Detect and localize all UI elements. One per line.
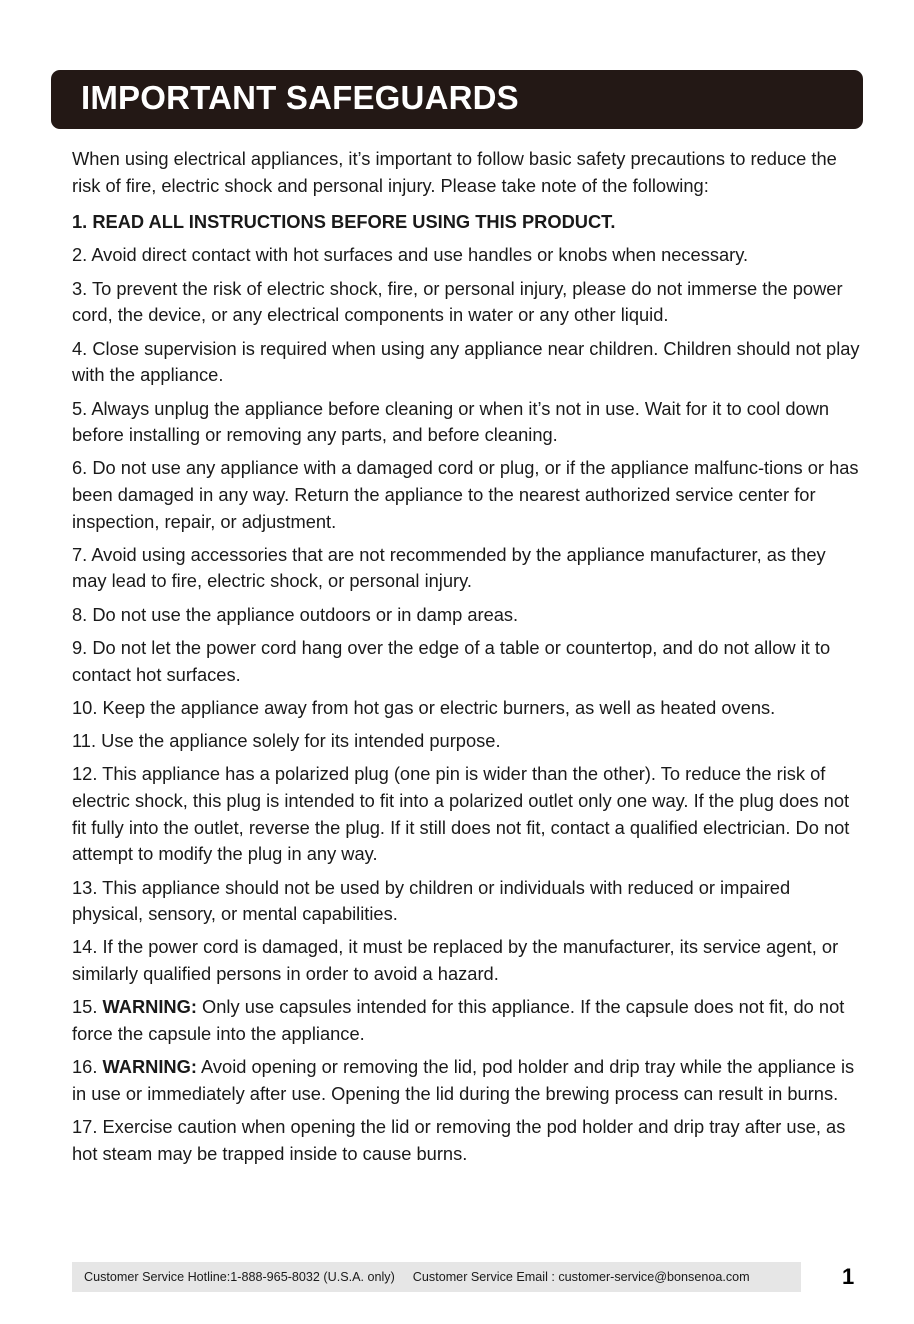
page-title: IMPORTANT SAFEGUARDS — [81, 79, 519, 116]
customer-service-hotline: Customer Service Hotline:1-888-965-8032 (U.S.A. only) — [84, 1270, 395, 1284]
item-number: 16. — [72, 1056, 103, 1078]
item-text: Avoid opening or removing the lid, pod holder and drip tray while the appliance is in use or immediately after use. Opening the lid during the brewing process can result in burns. — [72, 1056, 855, 1104]
customer-service-email: Customer Service Email : customer-service@bonsenoa.com — [412, 1270, 750, 1284]
list-item: 3. To prevent the risk of electric shock, fire, or personal injury, please do not immerse the power cord, the device, or any electrical components in water or any other liquid. — [72, 277, 843, 326]
safeguards-content — [72, 146, 862, 1174]
list-item: 1. READ ALL INSTRUCTIONS BEFORE USING THIS PRODUCT. — [72, 211, 616, 233]
list-item: 11. Use the appliance solely for its intended purpose. — [72, 730, 501, 752]
list-item: 10. Keep the appliance away from hot gas or electric burners, as well as heated ovens. — [72, 696, 776, 718]
list-item: 13. This appliance should not be used by children or individuals with reduced or impaired physical, sensory, or mental capabilities. — [72, 876, 791, 925]
list-item: 17. Exercise caution when opening the lid or removing the pod holder and drip tray after use, as hot steam may be trapped inside to cause burns. — [72, 1116, 846, 1164]
list-item-warning — [72, 994, 862, 1047]
list-item: 8. Do not use the appliance outdoors or in damp areas. — [72, 603, 519, 625]
list-item: 4. Close supervision is required when using any appliance near children. Children should not play with the appliance. — [72, 337, 860, 386]
item-number: 15. — [72, 996, 103, 1018]
list-item-warning — [72, 1054, 862, 1107]
list-item: 5. Always unplug the appliance before cleaning or when it’s not in use. Wait for it to cool down before installing or removing any parts, and before cleaning. — [72, 397, 830, 446]
list-item: 14. If the power cord is damaged, it must be replaced by the manufacturer, its service agent, or similarly qualified persons in order to avoid a hazard. — [72, 936, 839, 984]
list-item: 9. Do not let the power cord hang over the edge of a table or countertop, and do not allow it to contact hot surfaces. — [72, 637, 831, 685]
list-item: 6. Do not use any appliance with a damaged cord or plug, or if the appliance malfunc-tions or has been damaged in any way. Return the appliance to the nearest authorized service center for inspection, repair, or adjustment. — [72, 457, 859, 532]
list-item: 2. Avoid direct contact with hot surfaces and use handles or knobs when necessary. — [72, 244, 749, 266]
warning-label: WARNING: — [102, 996, 197, 1018]
header-bar — [51, 70, 863, 129]
page-number: 1 — [842, 1264, 855, 1289]
item-text: Only use capsules intended for this appliance. If the capsule does not fit, do not force the capsule into the appliance. — [72, 996, 845, 1044]
footer-bar — [72, 1262, 801, 1292]
list-item: 12. This appliance has a polarized plug (one pin is wider than the other). To reduce the risk of electric shock, this plug is intended to fit into a polarized outlet only one way. If the plug does not fit fully into the outlet, reverse the plug. If it still does not fit, contact a qualified electrician. Do not attempt to modify the plug in any way. — [72, 763, 850, 865]
list-item: 7. Avoid using accessories that are not recommended by the appliance manufacturer, as they may lead to fire, electric shock, or personal injury. — [72, 543, 826, 592]
intro-paragraph: When using electrical appliances, it’s important to follow basic safety precautions to reduce the risk of fire, electric shock and personal injury. Please take note of the following: — [72, 148, 837, 196]
warning-label: WARNING: — [102, 1056, 197, 1078]
